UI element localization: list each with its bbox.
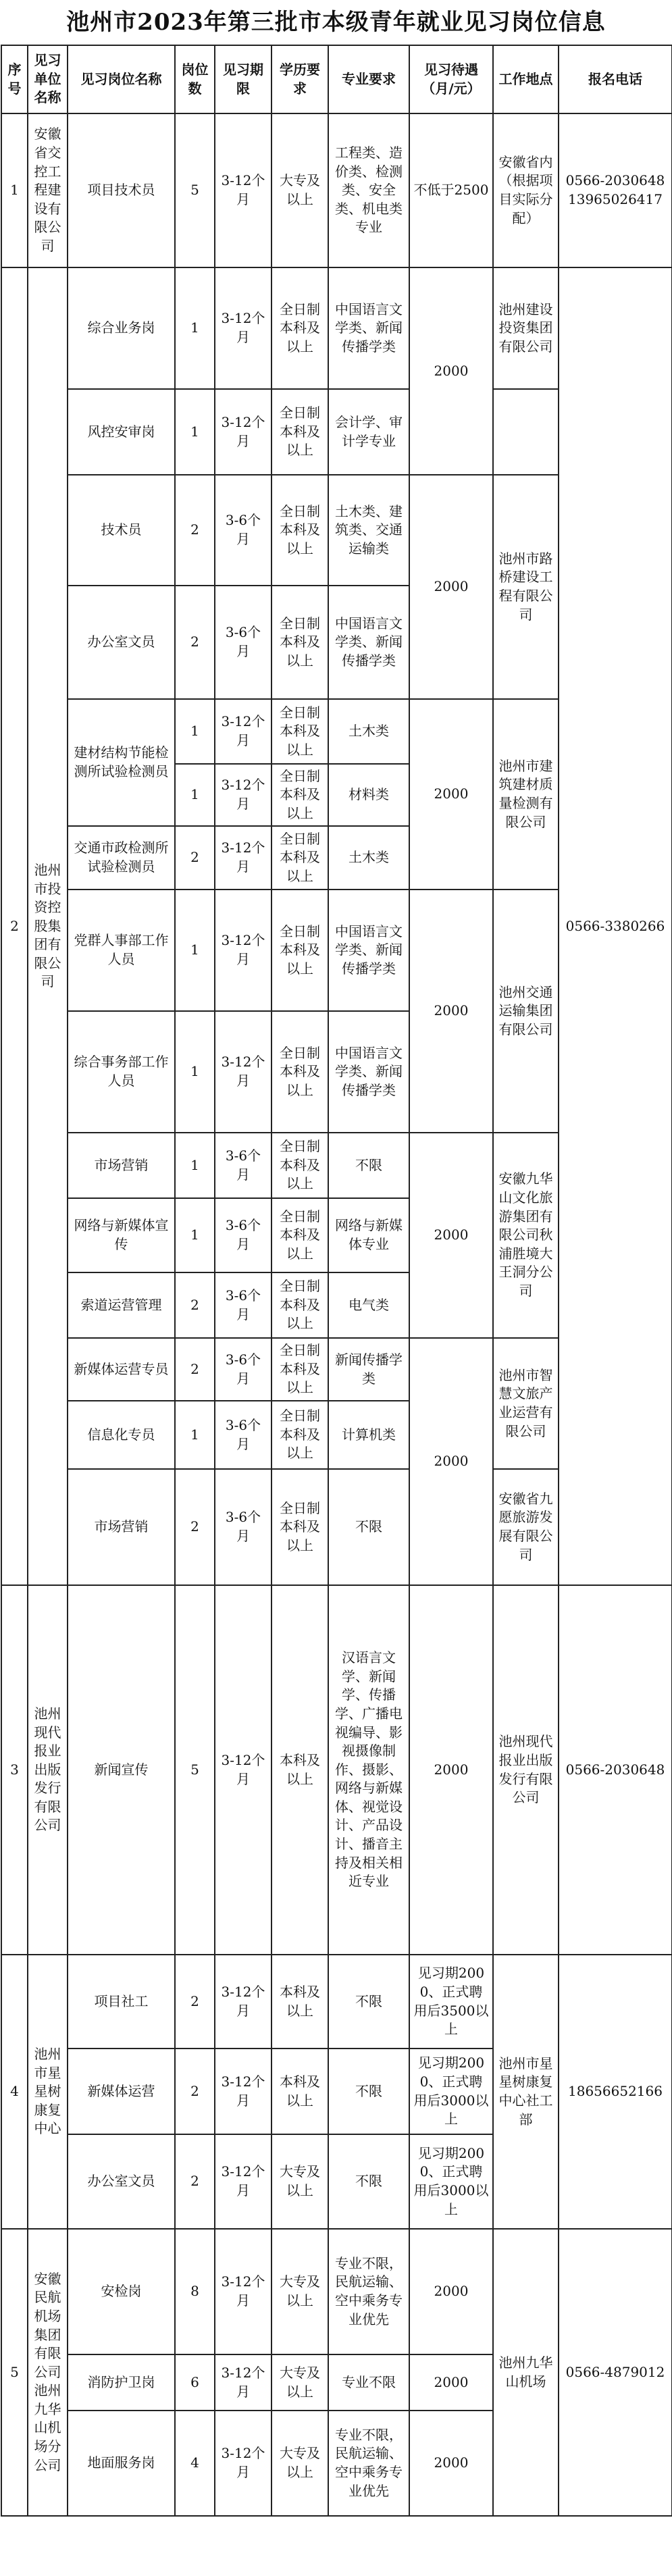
cell-unit: 池州市星星树康复中心	[28, 1955, 68, 2229]
cell-post: 技术员	[68, 475, 175, 586]
cell-num: 2	[175, 1272, 215, 1338]
cell-edu: 大专及以上	[272, 113, 328, 267]
cell-major: 电气类	[328, 1272, 409, 1338]
cell-post: 综合事务部工作人员	[68, 1011, 175, 1133]
cell-pay: 2000	[409, 2354, 493, 2411]
cell-location	[493, 389, 559, 475]
cell-edu: 全日制本科及以上	[272, 475, 328, 586]
cell-num: 2	[175, 475, 215, 586]
cell-post: 新媒体运营专员	[68, 1338, 175, 1401]
cell-major: 汉语言文学、新闻学、传播学、广播电视编导、影视摄像制作、摄影、网络与新媒体、视觉设计、产品设计、播音主持及相关相近专业	[328, 1585, 409, 1955]
cell-pay: 见习期2000、正式聘用后3000以上	[409, 2134, 493, 2229]
cell-major: 会计学、审计学专业	[328, 389, 409, 475]
cell-post: 信息化专员	[68, 1401, 175, 1469]
cell-num: 1	[175, 890, 215, 1011]
cell-major: 中国语言文学类、新闻传播学类	[328, 586, 409, 699]
cell-period: 3-12个月	[215, 389, 272, 475]
header-post: 见习岗位名称	[68, 45, 175, 113]
header-no: 序号	[1, 45, 28, 113]
cell-period: 3-12个月	[215, 826, 272, 890]
cell-no: 5	[1, 2229, 28, 2516]
cell-post: 综合业务岗	[68, 267, 175, 389]
cell-post: 风控安审岗	[68, 389, 175, 475]
cell-post: 市场营销	[68, 1133, 175, 1198]
cell-unit: 池州现代报业出版发行有限公司	[28, 1585, 68, 1955]
job-table	[1, 45, 672, 2517]
cell-edu: 全日制本科及以上	[272, 764, 328, 826]
cell-major: 材料类	[328, 764, 409, 826]
cell-post: 办公室文员	[68, 586, 175, 699]
cell-period: 3-12个月	[215, 1585, 272, 1955]
cell-phone: 0566-4879012	[559, 2229, 672, 2516]
cell-location: 池州市建筑建材质量检测有限公司	[493, 699, 559, 890]
cell-unit: 池州市投资控股集团有限公司	[28, 267, 68, 1585]
cell-unit: 安徽民航机场集团有限公司池州九华山机场分公司	[28, 2229, 68, 2516]
cell-pay: 2000	[409, 2229, 493, 2354]
header-location: 工作地点	[493, 45, 559, 113]
cell-edu: 本科及以上	[272, 2049, 328, 2134]
cell-post: 新闻宣传	[68, 1585, 175, 1955]
cell-edu: 全日制本科及以上	[272, 1011, 328, 1133]
cell-major: 工程类、造价类、检测类、安全类、机电类专业	[328, 113, 409, 267]
cell-edu: 全日制本科及以上	[272, 1401, 328, 1469]
cell-post: 索道运营管理	[68, 1272, 175, 1338]
cell-edu: 大专及以上	[272, 2411, 328, 2516]
cell-num: 2	[175, 1469, 215, 1585]
page-title: 池州市2023年第三批市本级青年就业见习岗位信息	[66, 9, 606, 36]
cell-no: 4	[1, 1955, 28, 2229]
cell-major: 不限	[328, 2134, 409, 2229]
cell-period: 3-6个月	[215, 1401, 272, 1469]
table-row	[1, 1955, 672, 2049]
cell-unit: 安徽省交控工程建设有限公司	[28, 113, 68, 267]
cell-period: 3-6个月	[215, 475, 272, 586]
cell-num: 1	[175, 699, 215, 764]
cell-location: 池州现代报业出版发行有限公司	[493, 1585, 559, 1955]
cell-major: 专业不限	[328, 2354, 409, 2411]
cell-period: 3-12个月	[215, 113, 272, 267]
cell-no: 2	[1, 267, 28, 1585]
cell-num: 2	[175, 2049, 215, 2134]
cell-edu: 大专及以上	[272, 2134, 328, 2229]
cell-period: 3-12个月	[215, 764, 272, 826]
cell-pay: 2000	[409, 1133, 493, 1338]
cell-edu: 全日制本科及以上	[272, 1133, 328, 1198]
cell-post: 项目技术员	[68, 113, 175, 267]
cell-location: 池州建设投资集团有限公司	[493, 267, 559, 389]
cell-edu: 全日制本科及以上	[272, 890, 328, 1011]
cell-period: 3-12个月	[215, 1011, 272, 1133]
cell-num: 5	[175, 113, 215, 267]
cell-major: 土木类	[328, 826, 409, 890]
cell-edu: 本科及以上	[272, 1955, 328, 2049]
cell-num: 1	[175, 1011, 215, 1133]
cell-phone: 18656652166	[559, 1955, 672, 2229]
cell-post: 项目社工	[68, 1955, 175, 2049]
cell-period: 3-6个月	[215, 1133, 272, 1198]
cell-major: 不限	[328, 1133, 409, 1198]
table-row	[1, 1585, 672, 1955]
cell-edu: 全日制本科及以上	[272, 826, 328, 890]
cell-location: 池州九华山机场	[493, 2229, 559, 2516]
cell-post: 办公室文员	[68, 2134, 175, 2229]
cell-num: 1	[175, 1401, 215, 1469]
cell-no: 1	[1, 113, 28, 267]
cell-num: 1	[175, 1198, 215, 1272]
cell-phone: 0566-2030648 13965026417	[559, 113, 672, 267]
cell-period: 3-6个月	[215, 586, 272, 699]
cell-location: 池州市路桥建设工程有限公司	[493, 475, 559, 699]
cell-period: 3-6个月	[215, 1198, 272, 1272]
cell-phone: 0566-3380266	[559, 267, 672, 1585]
cell-post: 党群人事部工作人员	[68, 890, 175, 1011]
cell-major: 计算机类	[328, 1401, 409, 1469]
cell-edu: 全日制本科及以上	[272, 267, 328, 389]
cell-post: 地面服务岗	[68, 2411, 175, 2516]
cell-major: 中国语言文学类、新闻传播学类	[328, 1011, 409, 1133]
cell-pay: 不低于2500	[409, 113, 493, 267]
cell-post: 新媒体运营	[68, 2049, 175, 2134]
cell-edu: 全日制本科及以上	[272, 586, 328, 699]
cell-num: 4	[175, 2411, 215, 2516]
cell-major: 专业不限，民航运输、空中乘务专业优先	[328, 2229, 409, 2354]
cell-pay: 见习期2000、正式聘用后3500以上	[409, 1955, 493, 2049]
cell-num: 1	[175, 1133, 215, 1198]
header-phone: 报名电话	[559, 45, 672, 113]
cell-period: 3-12个月	[215, 890, 272, 1011]
header-unit: 见习单位名称	[28, 45, 68, 113]
cell-major: 土木类、建筑类、交通运输类	[328, 475, 409, 586]
cell-pay: 2000	[409, 475, 493, 699]
cell-num: 2	[175, 1955, 215, 2049]
cell-post: 市场营销	[68, 1469, 175, 1585]
cell-pay: 2000	[409, 267, 493, 475]
header-period: 见习期限	[215, 45, 272, 113]
header-major: 专业要求	[328, 45, 409, 113]
cell-period: 3-12个月	[215, 2354, 272, 2411]
cell-location: 池州交通运输集团有限公司	[493, 890, 559, 1133]
cell-edu: 大专及以上	[272, 2229, 328, 2354]
header-edu: 学历要求	[272, 45, 328, 113]
cell-num: 8	[175, 2229, 215, 2354]
cell-edu: 全日制本科及以上	[272, 699, 328, 764]
cell-phone: 0566-2030648	[559, 1585, 672, 1955]
cell-major: 不限	[328, 1955, 409, 2049]
cell-period: 3-6个月	[215, 1272, 272, 1338]
cell-location: 安徽九华山文化旅游集团有限公司秋浦胜境大王洞分公司	[493, 1133, 559, 1338]
cell-major: 土木类	[328, 699, 409, 764]
cell-location: 安徽省内（根据项目实际分配）	[493, 113, 559, 267]
cell-location: 池州市智慧文旅产业运营有限公司	[493, 1338, 559, 1469]
cell-period: 3-12个月	[215, 2134, 272, 2229]
cell-major: 不限	[328, 1469, 409, 1585]
cell-num: 2	[175, 586, 215, 699]
cell-major: 网络与新媒体专业	[328, 1198, 409, 1272]
cell-period: 3-12个月	[215, 2411, 272, 2516]
cell-location: 池州市星星树康复中心社工部	[493, 1955, 559, 2229]
cell-num: 1	[175, 389, 215, 475]
cell-pay: 2000	[409, 1585, 493, 1955]
cell-post: 安检岗	[68, 2229, 175, 2354]
cell-num: 6	[175, 2354, 215, 2411]
cell-post: 建材结构节能检测所试验检测员	[68, 699, 175, 826]
cell-num: 5	[175, 1585, 215, 1955]
header-row	[1, 45, 672, 113]
cell-period: 3-6个月	[215, 1338, 272, 1401]
cell-major: 新闻传播学类	[328, 1338, 409, 1401]
cell-post: 网络与新媒体宣传	[68, 1198, 175, 1272]
header-pay: 见习待遇（月/元）	[409, 45, 493, 113]
cell-edu: 全日制本科及以上	[272, 389, 328, 475]
cell-major: 中国语言文学类、新闻传播学类	[328, 267, 409, 389]
cell-pay: 2000	[409, 2411, 493, 2516]
cell-major: 专业不限，民航运输、空中乘务专业优先	[328, 2411, 409, 2516]
cell-major: 中国语言文学类、新闻传播学类	[328, 890, 409, 1011]
cell-period: 3-6个月	[215, 1469, 272, 1585]
cell-pay: 见习期2000、正式聘用后3000以上	[409, 2049, 493, 2134]
table-row	[1, 113, 672, 267]
cell-major: 不限	[328, 2049, 409, 2134]
cell-edu: 全日制本科及以上	[272, 1469, 328, 1585]
header-num: 岗位数	[175, 45, 215, 113]
cell-pay: 2000	[409, 1338, 493, 1585]
cell-post: 消防护卫岗	[68, 2354, 175, 2411]
cell-edu: 全日制本科及以上	[272, 1272, 328, 1338]
cell-post: 交通市政检测所试验检测员	[68, 826, 175, 890]
cell-location: 安徽省九愿旅游发展有限公司	[493, 1469, 559, 1585]
cell-period: 3-12个月	[215, 1955, 272, 2049]
cell-pay: 2000	[409, 699, 493, 890]
cell-edu: 大专及以上	[272, 2354, 328, 2411]
cell-num: 2	[175, 1338, 215, 1401]
table-row	[1, 267, 672, 389]
cell-edu: 全日制本科及以上	[272, 1338, 328, 1401]
cell-period: 3-12个月	[215, 2049, 272, 2134]
cell-num: 2	[175, 826, 215, 890]
cell-no: 3	[1, 1585, 28, 1955]
cell-edu: 全日制本科及以上	[272, 1198, 328, 1272]
cell-period: 3-12个月	[215, 699, 272, 764]
cell-num: 1	[175, 764, 215, 826]
cell-period: 3-12个月	[215, 267, 272, 389]
table-row	[1, 2229, 672, 2354]
cell-num: 1	[175, 267, 215, 389]
cell-num: 2	[175, 2134, 215, 2229]
cell-pay: 2000	[409, 890, 493, 1133]
cell-period: 3-12个月	[215, 2229, 272, 2354]
cell-edu: 本科及以上	[272, 1585, 328, 1955]
